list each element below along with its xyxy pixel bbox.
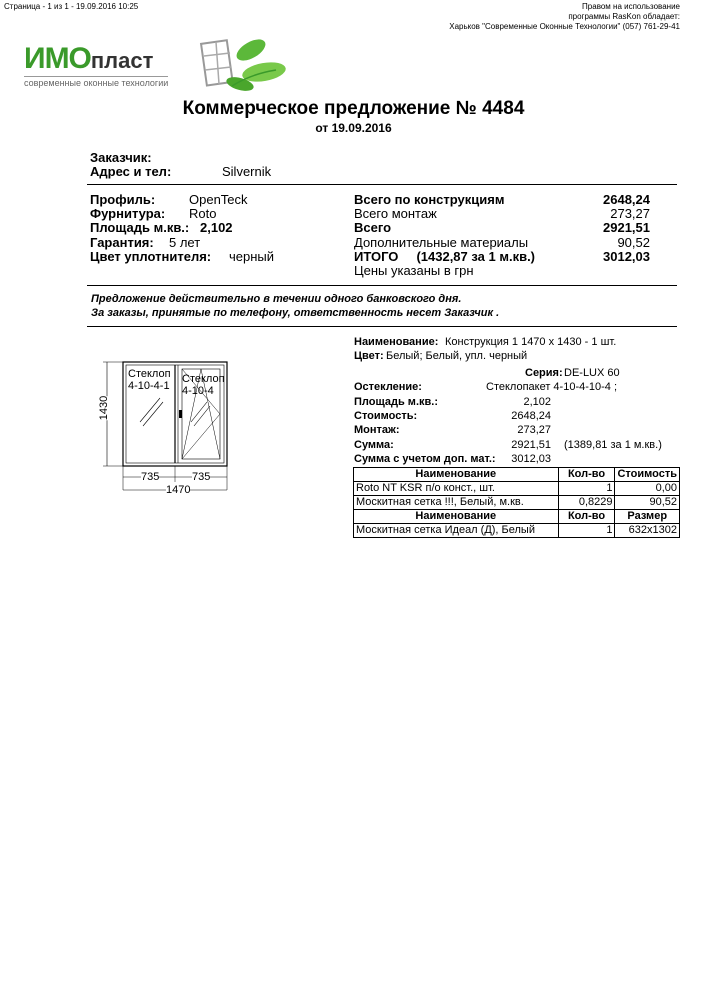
table-header-cell: Кол-во xyxy=(558,468,615,482)
divider xyxy=(87,326,677,327)
glazing-label: Остекление: xyxy=(354,381,422,393)
height-dimension: 1430 xyxy=(98,395,111,421)
table-header-row xyxy=(354,468,680,482)
sum-label: Сумма: xyxy=(354,439,394,451)
divider xyxy=(87,184,677,185)
rights-line-1: Правом на использование xyxy=(582,2,680,11)
page-info: Страница - 1 из 1 - 19.09.2016 10:25 xyxy=(4,2,139,11)
extra-materials-label: Дополнительные материалы xyxy=(354,235,529,250)
seal-label: Цвет уплотнителя: xyxy=(90,249,212,264)
construction-color-label: Цвет: xyxy=(354,350,384,362)
seal-value: черный xyxy=(229,249,275,264)
window-leaf-icon xyxy=(196,34,292,96)
profile-value: OpenTeck xyxy=(189,192,248,207)
table-row xyxy=(354,524,680,538)
logo xyxy=(24,42,153,76)
warranty-value: 5 лет xyxy=(169,235,201,250)
right-glass-code: 4-10-4 xyxy=(182,385,214,397)
construction-name-label: Наименование: xyxy=(354,336,439,348)
logo-name-part1: ИМО xyxy=(24,42,91,75)
fittings-value: Roto xyxy=(189,206,217,221)
right-glass-label: Стеклоп xyxy=(182,373,225,385)
width-left-dimension: 735 xyxy=(141,471,160,483)
table-row xyxy=(354,496,680,510)
construction-color-value: Белый; Белый, упл. черный xyxy=(386,350,528,362)
rights-line-2: программы RasKon обладает: xyxy=(568,12,680,21)
series-label: Серия: xyxy=(525,367,563,379)
table-header-cell: Стоимость xyxy=(615,468,680,482)
address-value: Silvernik xyxy=(222,164,272,179)
table-header-cell: Кол-во xyxy=(558,510,615,524)
width-total-dimension: 1470 xyxy=(166,484,191,496)
profile-label: Профиль: xyxy=(90,192,156,207)
table-cell: 632x1302 xyxy=(615,524,680,538)
table-header-cell: Размер xyxy=(615,510,680,524)
table-header-cell: Наименование xyxy=(354,468,559,482)
validity-notice: Предложение действительно в течении одного банковского дня. xyxy=(91,293,462,305)
installation-total-value: 273,27 xyxy=(610,206,650,221)
area-label: Площадь м.кв.: xyxy=(90,220,190,235)
total-value: 2921,51 xyxy=(603,220,650,235)
installation-total-label: Всего монтаж xyxy=(354,206,437,221)
cost-label: Стоимость: xyxy=(354,410,418,422)
table-cell: 1 xyxy=(558,524,615,538)
install-value: 273,27 xyxy=(517,424,551,436)
offer-date: от 19.09.2016 xyxy=(315,121,392,135)
logo-name-part2: пласт xyxy=(90,48,154,73)
currency-note: Цены указаны в грн xyxy=(354,263,474,278)
construction-area-label: Площадь м.кв.: xyxy=(354,396,438,408)
phone-order-notice: За заказы, принятые по телефону, ответственность несет Заказчик . xyxy=(91,307,500,319)
logo-tagline: современные оконные технологии xyxy=(24,78,169,88)
construction-name-value: Конструкция 1 1470 х 1430 - 1 шт. xyxy=(445,336,617,348)
constructions-total-value: 2648,24 xyxy=(603,192,650,207)
sum-extra-label: Сумма с учетом доп. мат.: xyxy=(354,453,496,465)
series-value: DE-LUX 60 xyxy=(564,367,620,379)
construction-area-value: 2,102 xyxy=(523,396,551,408)
table-cell: 0,00 xyxy=(615,482,680,496)
table-header-row xyxy=(354,510,680,524)
table-cell: 0,8229 xyxy=(558,496,615,510)
table-cell: Roto NT KSR п/о конст., шт. xyxy=(354,482,559,496)
left-glass-code: 4-10-4-1 xyxy=(128,380,170,392)
table-cell: Москитная сетка !!!, Белый, м.кв. xyxy=(354,496,559,510)
constructions-total-label: Всего по конструкциям xyxy=(354,192,505,207)
table-cell: 1 xyxy=(558,482,615,496)
install-label: Монтаж: xyxy=(354,424,400,436)
total-label: Всего xyxy=(354,220,392,235)
grand-total-value: 3012,03 xyxy=(603,249,650,264)
page-title: Коммерческое предложение № 4484 xyxy=(182,98,525,119)
customer-label: Заказчик: xyxy=(90,150,152,165)
extra-materials-value: 90,52 xyxy=(617,235,650,250)
area-value: 2,102 xyxy=(200,220,233,235)
table-cell: Москитная сетка Идеал (Д), Белый xyxy=(354,524,559,538)
grand-total-label: ИТОГО (1432,87 за 1 м.кв.) xyxy=(354,249,536,264)
warranty-label: Гарантия: xyxy=(90,235,154,250)
divider xyxy=(87,285,677,286)
sum-value: 2921,51 xyxy=(511,439,551,451)
accessories-table xyxy=(353,467,680,538)
table-row xyxy=(354,482,680,496)
cost-value: 2648,24 xyxy=(511,410,551,422)
fittings-label: Фурнитура: xyxy=(90,206,166,221)
glazing-value: Стеклопакет 4-10-4-10-4 ; xyxy=(486,381,618,393)
width-right-dimension: 735 xyxy=(192,471,211,483)
company-line: Харьков "Современные Оконные Технологии" (057) 761-29-41 xyxy=(449,22,680,31)
sum-extra-value: 3012,03 xyxy=(511,453,551,465)
left-glass-label: Стеклоп xyxy=(128,368,171,380)
table-header-cell: Наименование xyxy=(354,510,559,524)
table-cell: 90,52 xyxy=(615,496,680,510)
address-label: Адрес и тел: xyxy=(90,164,172,179)
sum-per-m2: (1389,81 за 1 м.кв.) xyxy=(564,439,662,451)
